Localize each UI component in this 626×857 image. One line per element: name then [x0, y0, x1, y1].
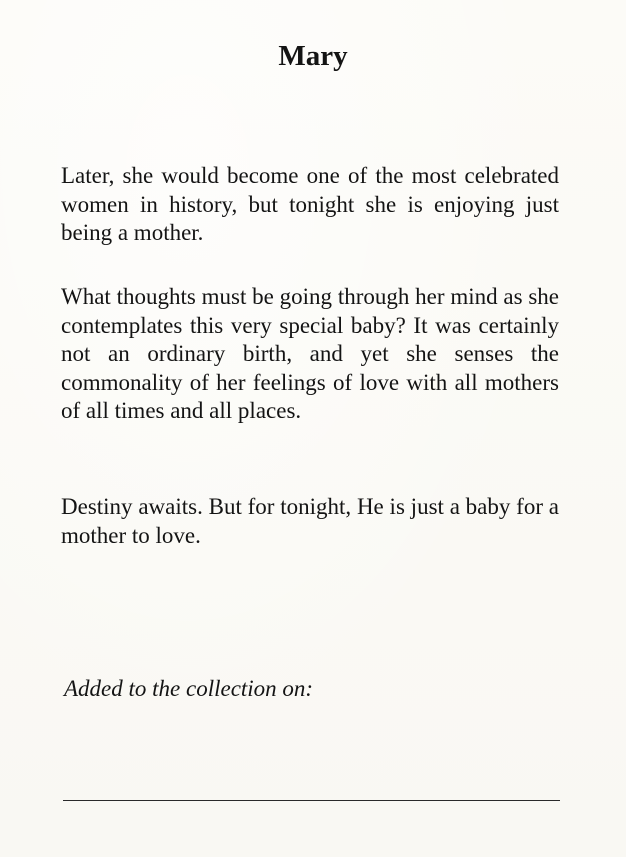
date-entry-line [63, 800, 560, 801]
added-date-label: Added to the collection on: [64, 676, 314, 701]
paragraph-2: What thoughts must be going through her mind as she contemplates this very special baby? It was certainly not an ordinary birth, and yet she senses the commonality of her feelings of love with all mothers of all times and all places. [61, 284, 559, 423]
paragraph-1: Later, she would become one of the most celebrated women in history, but tonight she is enjoying just being a mother. [61, 163, 559, 245]
card-title: Mary [278, 40, 348, 72]
paragraph-3: Destiny awaits. But for tonight, He is just a baby for a mother to love. [61, 494, 559, 548]
